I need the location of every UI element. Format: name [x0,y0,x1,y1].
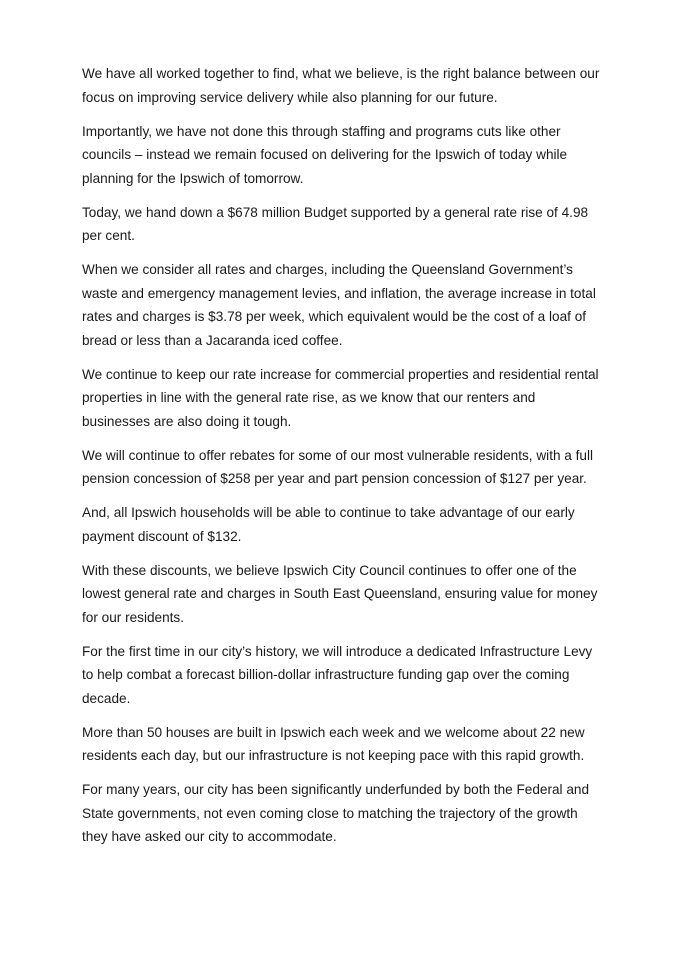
paragraph-growth: More than 50 houses are built in Ipswich each week and we welcome about 22 new residents each day, but our infrastructure is not keeping pace with this rapid growth. [82,724,585,763]
paragraph-early-payment: And, all Ipswich households will be able to continue to take advantage of our early payment discount of $132. [82,505,575,544]
paragraph-balance: We have all worked together to find, what we believe, is the right balance between our focus on improving service delivery while also planning for our future. [82,66,600,105]
paragraph-rebates: We will continue to offer rebates for some of our most vulnerable residents, with a full pension concession of $258 per year and part pension concession of $127 per year. [82,447,594,486]
paragraph-infrastructure-levy: For the first time in our city’s history, we will introduce a dedicated Infrastructure Levy to help combat a forecast billion-dollar infrastructure funding gap over the coming decade. [82,643,593,706]
paragraph-rates-charges: When we consider all rates and charges, including the Queensland Government’s waste and emergency management levies, and inflation, the average increase in total rates and charges is $3.78 per week, which equivalent would be the cost of a loaf of bread or less than a Jacaranda iced coffee. [82,262,596,348]
paragraph-commercial-rental: We continue to keep our rate increase for commercial properties and residential rental properties in line with the general rate rise, as we know that our renters and businesses are also doing it tough. [82,366,599,429]
paragraph-budget: Today, we hand down a $678 million Budget supported by a general rate rise of 4.98 per cent. [82,204,589,243]
paragraph-no-cuts: Importantly, we have not done this through staffing and programs cuts like other councils – instead we remain focused on delivering for the Ipswich of today while planning for the Ipswich of tomorrow. [82,123,568,186]
paragraph-underfunded: For many years, our city has been significantly underfunded by both the Federal and State governments, not even coming close to matching the trajectory of the growth they have asked our city to accommodate. [82,782,590,844]
paragraph-discounts-value: With these discounts, we believe Ipswich City Council continues to offer one of the lowest general rate and charges in South East Queensland, ensuring value for money for our residents. [82,562,598,625]
document-body [82,62,602,859]
